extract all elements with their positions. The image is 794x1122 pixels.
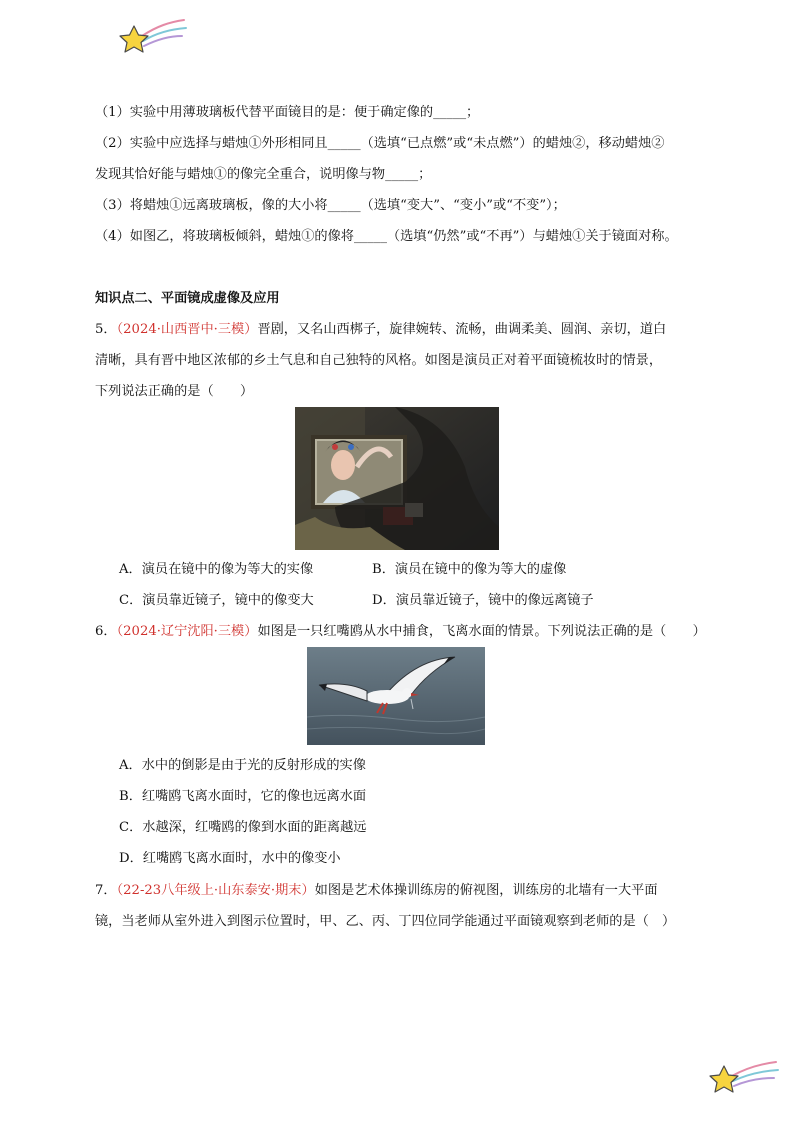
opera-performer-mirror-photo bbox=[295, 407, 499, 550]
q6-option-b: B．红嘴鸥飞离水面时，它的像也远离水面 bbox=[119, 789, 367, 804]
q5-text: 晋剧，又名山西梆子，旋律婉转、流畅，曲调柔美、圆润、亲切，道白 bbox=[257, 322, 667, 337]
prev-sub-question-4: （4）如图乙，将玻璃板倾斜，蜡烛①的像将_____（选填“仍然”或“不再”）与蜡烛①关于镜面对称。 bbox=[95, 229, 678, 244]
q7-line-1 bbox=[95, 882, 704, 900]
q5-option-a: A．演员在镜中的像为等大的实像 bbox=[119, 562, 314, 577]
q5-line-2: 清晰，具有晋中地区浓郁的乡土气息和自己独特的风格。如图是演员正对着平面镜梳妆时的情景， bbox=[95, 353, 663, 368]
q6-option-d: D．红嘴鸥飞离水面时，水中的像变小 bbox=[119, 851, 341, 866]
q6-option-c: C．水越深，红嘴鸥的像到水面的距离越远 bbox=[119, 820, 367, 835]
prev-sub-question-2b: 发现其恰好能与蜡烛①的像完全重合，说明像与物_____； bbox=[95, 167, 432, 182]
q5-source: （2024·山西晋中·三模） bbox=[116, 322, 258, 337]
q5-number: 5． bbox=[95, 322, 117, 337]
prev-sub-question-3: （3）将蜡烛①远离玻璃板，像的大小将_____（选填“变大”、“变小”或“不变”）； bbox=[95, 198, 566, 213]
section-title: 知识点二、平面镜成虚像及应用 bbox=[95, 291, 280, 306]
prev-sub-question-2a: （2）实验中应选择与蜡烛①外形相同且_____（选填“已点燃”或“未点燃”）的蜡烛②，移动蜡烛② bbox=[95, 136, 665, 151]
q7-text: 如图是艺术体操训练房的俯视图，训练房的北墙有一大平面 bbox=[314, 883, 658, 898]
prev-sub-question-1: （1）实验中用薄玻璃板代替平面镜目的是：便于确定像的_____； bbox=[95, 105, 480, 120]
q5-line-1 bbox=[95, 321, 704, 339]
q6-option-a: A．水中的倒影是由于光的反射形成的实像 bbox=[119, 758, 366, 773]
q5-line-3: 下列说法正确的是（ ） bbox=[95, 384, 254, 399]
q5-option-d: D．演员靠近镜子，镜中的像远离镜子 bbox=[372, 593, 594, 608]
shooting-star-icon bbox=[112, 14, 188, 60]
shooting-star-icon bbox=[706, 1056, 780, 1098]
q6-text: 如图是一只红嘴鸥从水中捕食，飞离水面的情景。下列说法正确的是（ ） bbox=[257, 624, 706, 639]
q5-option-c: C．演员靠近镜子，镜中的像变大 bbox=[119, 593, 314, 608]
gull-over-water-photo bbox=[307, 647, 485, 745]
q7-number: 7． bbox=[95, 883, 117, 898]
q5-option-b: B．演员在镜中的像为等大的虚像 bbox=[372, 562, 567, 577]
q6-number: 6． bbox=[95, 624, 117, 639]
q6-source: （2024·辽宁沈阳·三模） bbox=[116, 624, 258, 639]
q6-line-1 bbox=[95, 623, 704, 641]
q7-source: （22-23八年级上·山东泰安·期末） bbox=[116, 883, 315, 898]
q7-line-2: 镜，当老师从室外进入到图示位置时，甲、乙、丙、丁四位同学能通过平面镜观察到老师的是（ ） bbox=[95, 914, 676, 929]
